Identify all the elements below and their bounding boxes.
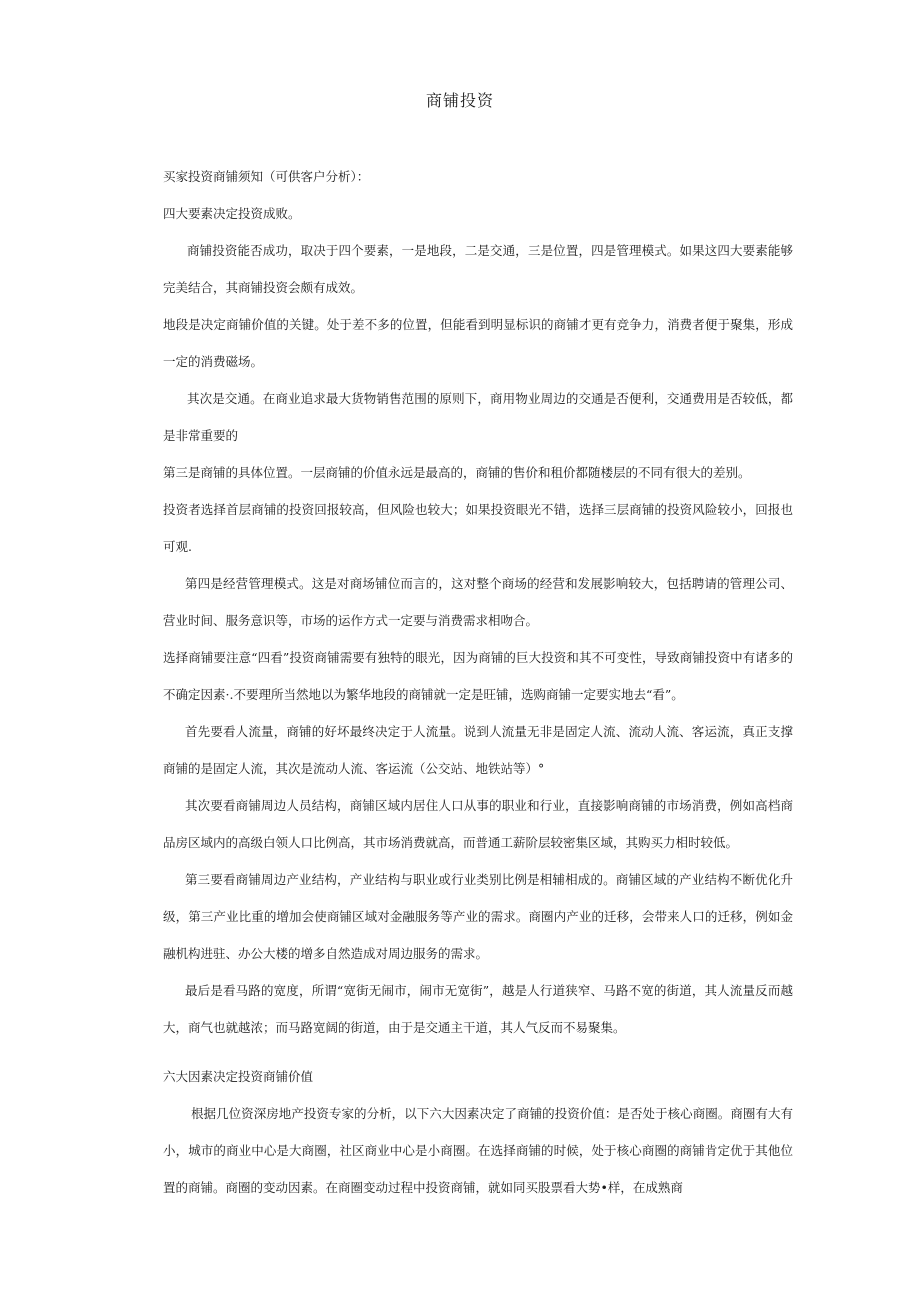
paragraph-industry-structure: 第三要看商铺周边产业结构，产业结构与职业或行业类别比例是相辅相成的。商铺区域的产业结构不断优化升级，第三产业比重的增加会使商铺区域对金融服务等产业的需求。商圈内产业的迁移，会带来人口的迁移，例如金融机构进驻、办公大楼的增多自然造成对周边服务的需求。 bbox=[163, 872, 793, 961]
paragraph-four-factors: 商铺投资能否成功，取决于四个要素，一是地段，二是交通，三是位置，四是管理模式。如果这四大要素能够完美结合，其商铺投资会颇有成效。 bbox=[163, 243, 793, 295]
paragraph-position: 第三是商铺的具体位置。一层商铺的价值永远是最高的，商铺的售价和租价都随楼层的不同有很大的差别。 bbox=[163, 465, 751, 480]
paragraph-four-looks: 选择商铺要注意“四看”投资商铺需要有独特的眼光，因为商铺的巨大投资和其不可变性，导致商铺投资中有诸多的不确定因素·.不要理所当然地以为繁华地段的商铺就一定是旺铺，选购商铺一定要实地去“看”。 bbox=[163, 650, 793, 702]
paragraph-six-factors: 根据几位资深房地产投资专家的分析，以下六大因素决定了商铺的投资价值：是否处于核心商圈。商圈有大有小，城市的商业中心是大商圈，社区商业中心是小商圈。在选择商铺的时候，处于核心商圈的商铺肯定优于其他位置的商铺。商圈的变动因素。在商圈变动过程中投资商铺，就如同买股票看大势•样，在成熟商 bbox=[163, 1106, 793, 1195]
intro-heading: 买家投资商铺须知（可供客户分析）： bbox=[163, 169, 370, 184]
document-title: 商铺投资 bbox=[425, 91, 494, 110]
paragraph-road-width: 最后是看马路的宽度，所谓“宽街无闹市，闹市无宽街”，越是人行道狭窄、马路不宽的街道，其人流量反而越大，商气也就越浓；而马路宽阔的街道，由于是交通主干道，其人气反而不易聚集。 bbox=[163, 983, 793, 1035]
document-body bbox=[163, 158, 793, 1206]
paragraph-population-structure: 其次要看商铺周边人员结构，商铺区域内居住人口从事的职业和行业，直接影响商铺的市场消费，例如高档商品房区域内的高级白领人口比例高，其市场消费就高，而普通工薪阶层较密集区域，其购买力相时较低。 bbox=[163, 798, 793, 850]
section-heading-six-factors: 六大因素决定投资商铺价值 bbox=[163, 1069, 314, 1084]
paragraph-location: 地段是决定商铺价值的关键。处于差不多的位置，但能看到明显标识的商铺才更有竞争力，消费者便于聚集，形成一定的消费磁场。 bbox=[163, 317, 793, 369]
paragraph-floor-return: 投资者选择首层商铺的投资回报较高，但风险也较大；如果投资眼光不错，选择三层商铺的投资风险较小，回报也可观. bbox=[163, 502, 793, 554]
paragraph-traffic: 其次是交通。在商业追求最大货物销售范围的原则下，商用物业周边的交通是否便利，交通费用是否较低，都是非常重要的 bbox=[163, 391, 793, 443]
paragraph-management: 第四是经营管理模式。这是对商场铺位而言的，这对整个商场的经营和发展影响较大，包括聘请的管理公司、营业时间、服务意识等，市场的运作方式一定要与消费需求相吻合。 bbox=[163, 576, 793, 628]
section-heading-four-factors: 四大要素决定投资成败。 bbox=[163, 206, 301, 221]
paragraph-foot-traffic: 首先要看人流量，商铺的好坏最终决定于人流量。说到人流量无非是固定人流、流动人流、客运流，真正支撑商铺的是固定人流，其次是流动人流、客运流（公交站、地铁站等）° bbox=[163, 724, 793, 776]
